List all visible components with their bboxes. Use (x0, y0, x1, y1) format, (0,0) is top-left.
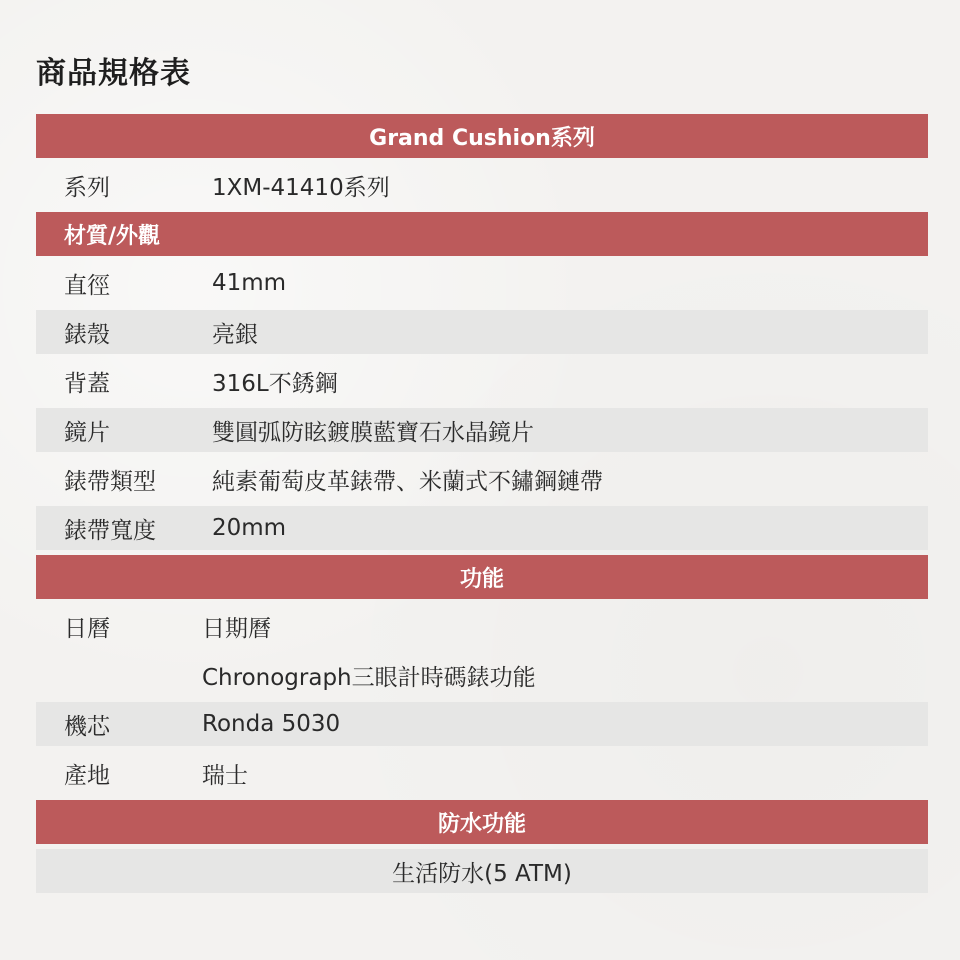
spec-row-series (36, 163, 928, 207)
spec-value: 1XM-41410系列 (212, 174, 390, 201)
spec-label: 背蓋 (64, 370, 110, 397)
spec-value: Ronda 5030 (202, 711, 341, 737)
spec-value: 日期曆 (202, 615, 271, 642)
spec-label: 錶帶類型 (64, 468, 156, 495)
spec-value: 雙圓弧防眩鍍膜藍寶石水晶鏡片 (212, 419, 534, 446)
section-header-label: Grand Cushion系列 (369, 125, 595, 151)
spec-row-crystal (36, 408, 928, 452)
spec-value: 生活防水(5 ATM) (392, 860, 572, 887)
spec-row-caseback (36, 359, 928, 403)
spec-row-water-resistance (36, 849, 928, 893)
section-header-label: 功能 (459, 566, 504, 592)
spec-row-strap-type (36, 457, 928, 501)
section-header-label: 防水功能 (437, 811, 526, 837)
section-header-series (36, 114, 928, 158)
spec-table (36, 114, 928, 898)
section-header-label: 材質/外觀 (64, 223, 161, 249)
spec-value: 316L不銹鋼 (212, 370, 338, 397)
spec-value: 純素葡萄皮革錶帶、米蘭式不鏽鋼鏈帶 (212, 468, 603, 495)
spec-row-strap-width (36, 506, 928, 550)
spec-label: 鏡片 (64, 419, 110, 446)
spec-label: 系列 (64, 174, 110, 201)
spec-label: 產地 (64, 762, 110, 789)
spec-label: 日曆 (64, 615, 110, 642)
spec-value: 20mm (212, 515, 287, 541)
spec-label: 錶殼 (64, 321, 110, 348)
spec-row-case (36, 310, 928, 354)
section-header-function (36, 555, 928, 599)
section-header-water-resistance (36, 800, 928, 844)
spec-label: 機芯 (64, 713, 110, 740)
spec-row-diameter (36, 261, 928, 305)
spec-value: Chronograph三眼計時碼錶功能 (202, 664, 536, 691)
spec-row-chronograph (36, 653, 928, 697)
page-title: 商品規格表 (36, 56, 191, 91)
spec-row-movement (36, 702, 928, 746)
section-header-material (36, 212, 928, 256)
spec-row-origin (36, 751, 928, 795)
spec-label: 直徑 (64, 272, 110, 299)
spec-value: 亮銀 (212, 321, 258, 348)
spec-value: 41mm (212, 270, 287, 296)
spec-value: 瑞士 (202, 762, 248, 789)
spec-row-calendar (36, 604, 928, 648)
spec-label: 錶帶寬度 (64, 517, 156, 544)
